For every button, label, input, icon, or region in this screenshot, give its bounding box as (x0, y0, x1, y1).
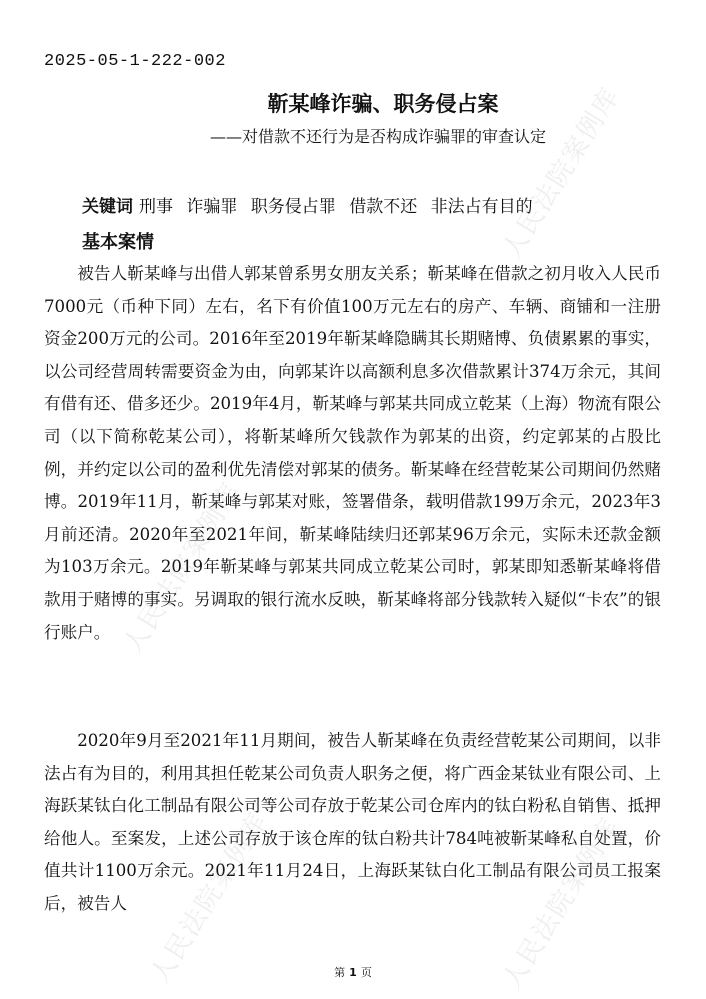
document-subtitle: ——对借款不还行为是否构成诈骗罪的审查认定 (210, 127, 547, 146)
case-paragraph: 2020年9月至2021年11月期间，被告人靳某峰在负责经营乾某公司期间，以非法占有为目的，利用其担任乾某公司负责人职务之便，将广西金某钛业有限公司、上海跃某钛白化工制品有限公司等公司存放于乾某公司仓库内的钛白粉私自销售、抵押给他人。至案发，上述公司存放于该仓库的钛白粉共计784吨被靳某峰私自处置，价值共计1100万余元。2021年11月24日，上海跃某钛白化工制品有限公司员工报案后，被告人 (44, 731, 661, 913)
footer-suffix: 页 (360, 966, 372, 979)
keywords-line (82, 192, 533, 217)
keywords-label: 关键词 (82, 197, 133, 217)
section-title: 基本案情 (82, 232, 154, 253)
watermark: 人民法院案例库 (145, 806, 275, 990)
keywords-list: 刑事 诈骗罪 职务侵占罪 借款不还 非法占有目的 (139, 197, 533, 217)
case-number: 2025-05-1-222-002 (44, 52, 226, 71)
watermark: 人民法院案例库 (497, 811, 627, 995)
case-paragraph: 被告人靳某峰与出借人郭某曾系男女朋友关系；靳某峰在借款之初月收入人民币7000元（币种下同）左右，名下有价值100万元左右的房产、车辆、商铺和一注册资金200万元的公司。2016年至2019年靳某峰隐瞒其长期赌博、负债累累的事实，以公司经营周转需要资金为由，向郭某许以高额利息多次借款累计374万余元，其间有借有还、借多还少。2019年4月，靳某峰与郭某共同成立乾某（上海）物流有限公司（以下简称乾某公司），将靳某峰所欠钱款作为郭某的出资，约定郭某的占股比例，并约定以公司的盈利优先清偿对郭某的债务。靳某峰在经营乾某公司期间仍然赌博。2019年11月，靳某峰与郭某对账，签署借条，载明借款199万余元，2023年3月前还清。2020年至2021年间，靳某峰陆续归还郭某96万余元，实际未还款金额为103万余元。2019年靳某峰与郭某共同成立乾某公司时，郭某即知悉靳某峰将借款用于赌博的事实。另调取的银行流水反映，靳某峰将部分钱款转入疑似“卡农”的银行账户。 (44, 264, 661, 642)
watermark: 人民法院案例库 (118, 476, 248, 660)
watermark: 人民法院案例库 (497, 81, 627, 265)
page-footer (0, 964, 706, 980)
document-title: 靳某峰诈骗、职务侵占案 (267, 92, 499, 116)
page-number: 1 (349, 966, 357, 979)
footer-prefix: 第 (334, 966, 346, 979)
